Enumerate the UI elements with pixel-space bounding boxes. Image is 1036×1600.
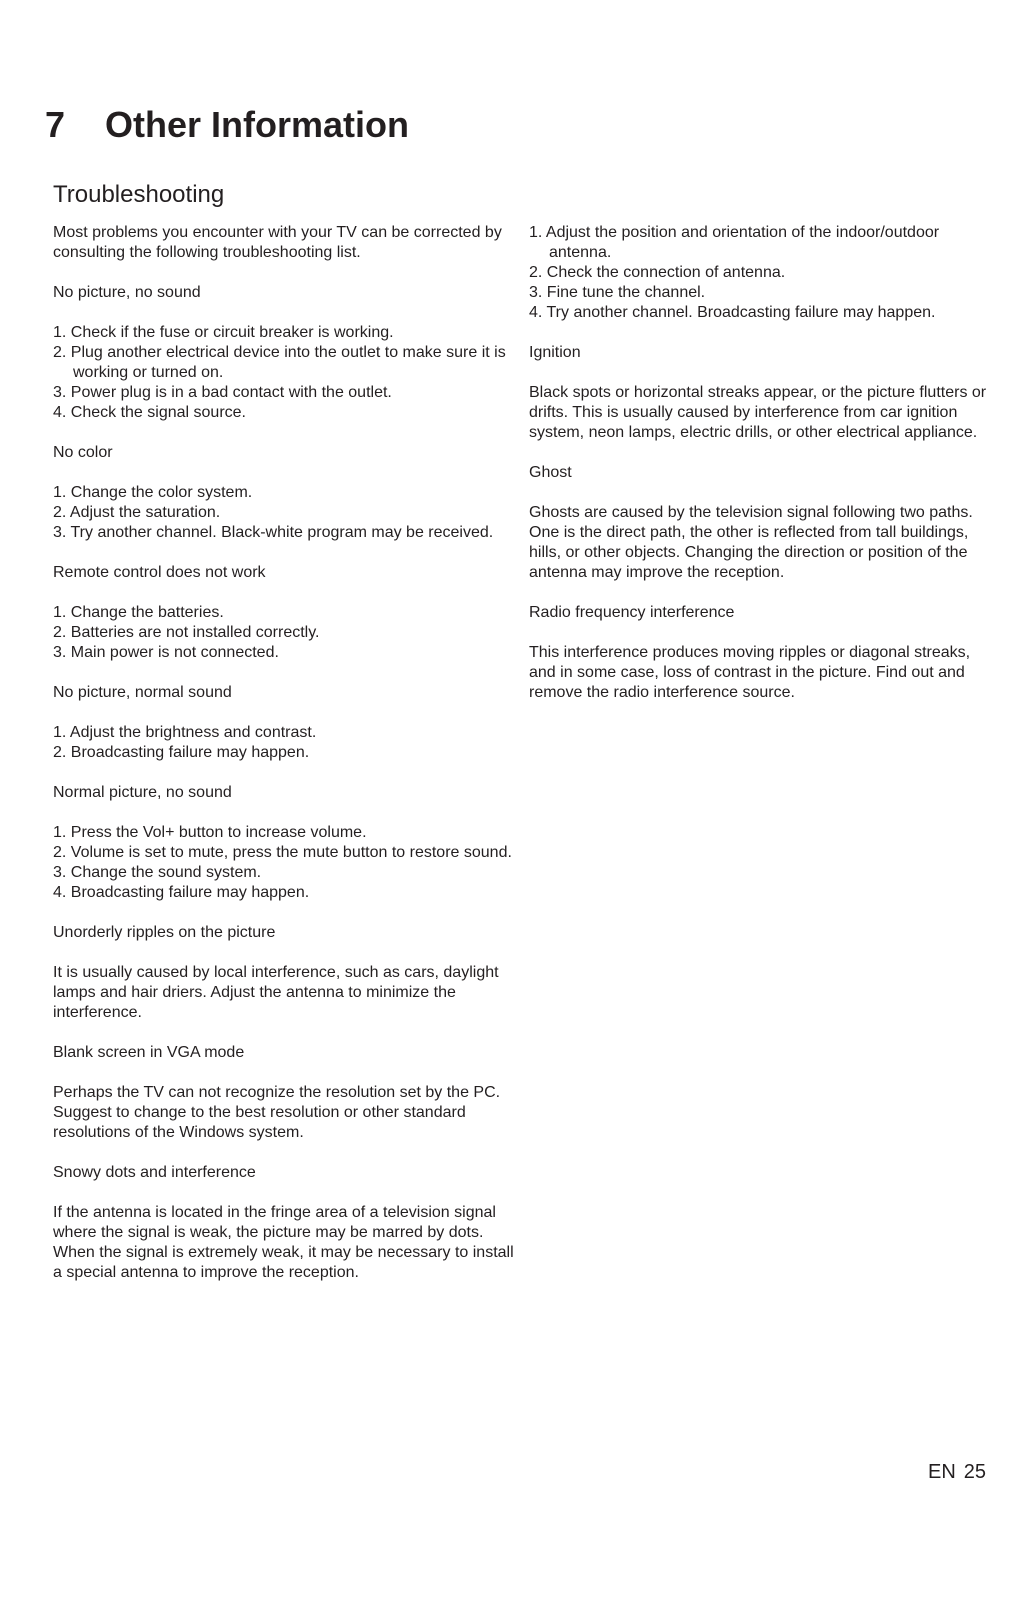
topic-text: Black spots or horizontal streaks appear, or the picture flutters or drifts. This is usually caused by interference from car ignition system, neon lamps, electric drills, or other electrical appliance. [529, 384, 987, 441]
topic-no-picture-normal-sound [53, 683, 523, 763]
step-list [53, 603, 523, 663]
topic-text: Perhaps the TV can not recognize the resolution set by the PC. Suggest to change to the best resolution or other standard resolutions of the Windows system. [53, 1084, 501, 1141]
right-column [529, 223, 999, 723]
footer-language: EN [928, 1461, 956, 1483]
left-column [53, 223, 523, 1303]
topic-heading: Ghost [529, 464, 572, 481]
step-item: 2. Adjust the saturation. [53, 504, 221, 521]
step-item: 1. Check if the fuse or circuit breaker is working. [53, 324, 394, 341]
step-item: 1. Change the batteries. [53, 604, 224, 621]
step-item: 3. Try another channel. Black-white program may be received. [53, 524, 494, 541]
page-footer [928, 1460, 986, 1484]
page-number: 25 [963, 1461, 987, 1483]
step-list [53, 723, 523, 763]
step-item: 4. Check the signal source. [53, 404, 246, 421]
section-title: Troubleshooting [53, 181, 225, 208]
step-item: 1. Change the color system. [53, 484, 253, 501]
topic-heading: No picture, no sound [53, 284, 201, 301]
topic-text: Ghosts are caused by the television signal following two paths. One is the direct path, the other is reflected from tall buildings, hills, or other objects. Changing the direction or position of the antenna may improve the reception. [529, 504, 973, 581]
topic-heading: No color [53, 444, 113, 461]
topic-text: This interference produces moving ripples or diagonal streaks, and in some case, loss of contrast in the picture. Find out and remove the radio interference source. [529, 644, 971, 701]
topic-heading: Remote control does not work [53, 564, 266, 581]
topic-snowy-dots [53, 1163, 523, 1283]
step-list [53, 823, 523, 903]
step-item: 3. Change the sound system. [53, 864, 262, 881]
topic-ignition [529, 343, 999, 443]
chapter-number: 7 [45, 104, 66, 145]
step-item: 3. Power plug is in a bad contact with the outlet. [53, 384, 392, 401]
step-item: 2. Check the connection of antenna. [529, 264, 786, 281]
step-item: 2. Broadcasting failure may happen. [53, 744, 310, 761]
topic-no-color [53, 443, 523, 543]
intro-paragraph: Most problems you encounter with your TV can be corrected by consulting the following troubleshooting list. [53, 224, 502, 261]
step-item: 4. Try another channel. Broadcasting failure may happen. [529, 304, 936, 321]
topic-heading: Ignition [529, 344, 581, 361]
topic-heading: Unorderly ripples on the picture [53, 924, 276, 941]
step-item: 2. Plug another electrical device into the outlet to make sure it is working or turned on. [53, 344, 506, 381]
topic-normal-picture-no-sound [53, 783, 523, 903]
step-item: 1. Adjust the position and orientation of the indoor/outdoor antenna. [529, 224, 940, 261]
step-item: 1. Press the Vol+ button to increase volume. [53, 824, 367, 841]
topic-remote-control [53, 563, 523, 663]
step-list [53, 483, 523, 543]
topic-text: If the antenna is located in the fringe area of a television signal where the signal is weak, the picture may be marred by dots. When the signal is extremely weak, it may be necessary to install a special antenna to improve the reception. [53, 1204, 514, 1281]
topic-heading: Blank screen in VGA mode [53, 1044, 245, 1061]
step-item: 3. Main power is not connected. [53, 644, 279, 661]
step-item: 1. Adjust the brightness and contrast. [53, 724, 317, 741]
step-list [529, 223, 999, 323]
chapter-title: Other Information [105, 104, 409, 145]
topic-text: It is usually caused by local interference, such as cars, daylight lamps and hair driers. Adjust the antenna to minimize the interference. [53, 964, 499, 1021]
topic-radio-frequency [529, 603, 999, 703]
topic-no-picture-no-sound [53, 283, 523, 423]
topic-heading: Snowy dots and interference [53, 1164, 256, 1181]
step-list [53, 323, 523, 423]
step-item: 4. Broadcasting failure may happen. [53, 884, 310, 901]
topic-heading: No picture, normal sound [53, 684, 232, 701]
step-item: 3. Fine tune the channel. [529, 284, 706, 301]
step-item: 2. Batteries are not installed correctly. [53, 624, 320, 641]
topic-blank-screen-vga [53, 1043, 523, 1143]
topic-unorderly-ripples [53, 923, 523, 1023]
topic-ghost [529, 463, 999, 583]
chapter-heading [45, 103, 409, 147]
step-item: 2. Volume is set to mute, press the mute button to restore sound. [53, 844, 512, 861]
topic-heading: Normal picture, no sound [53, 784, 232, 801]
topic-heading: Radio frequency interference [529, 604, 735, 621]
